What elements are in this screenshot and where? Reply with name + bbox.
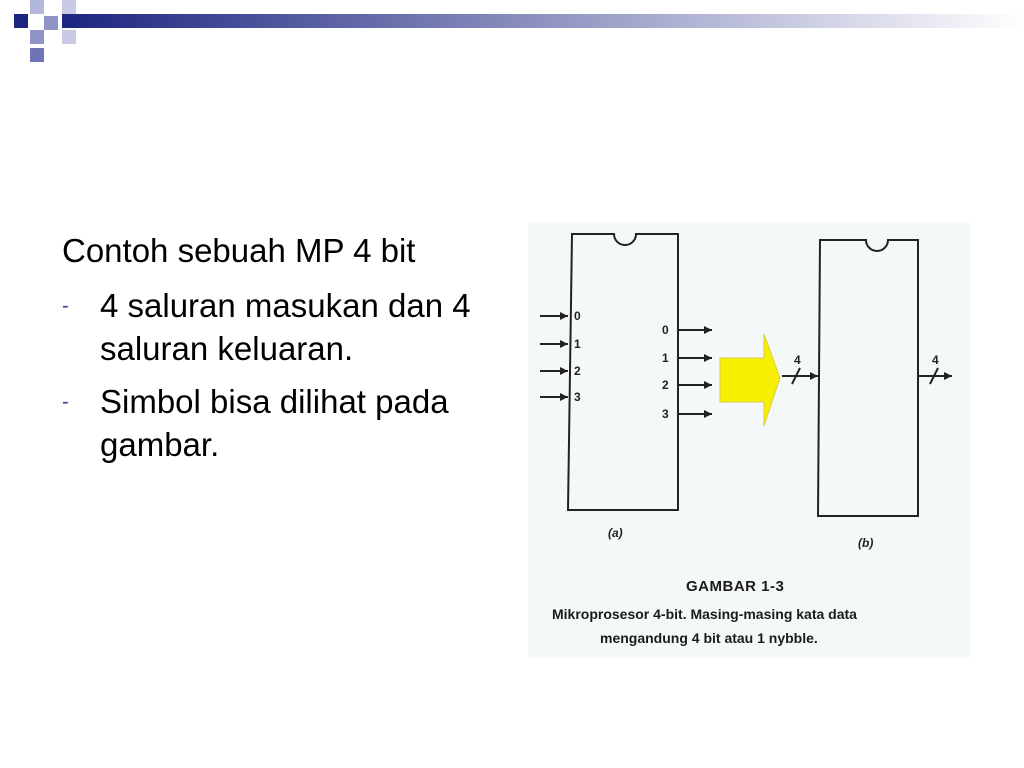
slide-heading: Contoh sebuah MP 4 bit: [62, 232, 416, 269]
decor-square: [62, 30, 76, 44]
slide-text: [62, 230, 502, 476]
figure-label-a: (a): [608, 526, 623, 540]
decor-square: [30, 48, 44, 62]
output-pin-label: 0: [662, 323, 669, 337]
input-pin-label: 1: [574, 337, 581, 351]
decor-square: [44, 16, 58, 30]
header-gradient-bar: [62, 14, 1024, 28]
figure-caption-title: GAMBAR 1-3: [686, 578, 785, 595]
bullet-marker: -: [62, 294, 69, 317]
bullet-text: Simbol bisa dilihat pada gambar.: [100, 382, 449, 463]
decor-square: [30, 30, 44, 44]
bus-in-label: 4: [794, 353, 801, 367]
bus-out-label: 4: [932, 353, 939, 367]
figure-caption-line: mengandung 4 bit atau 1 nybble.: [600, 630, 818, 646]
decor-square: [30, 0, 44, 14]
bullet-marker: -: [62, 390, 69, 413]
decor-square: [14, 14, 28, 28]
header-decoration: [0, 0, 1024, 70]
chip-a-outline: [568, 234, 678, 510]
figure-label-b: (b): [858, 536, 874, 550]
input-pin-label: 0: [574, 309, 581, 323]
microprocessor-figure: [528, 222, 970, 658]
figure-caption-line: Mikroprosesor 4-bit. Masing-masing kata data: [552, 606, 857, 622]
output-pin-label: 1: [662, 351, 669, 365]
input-pin-label: 3: [574, 390, 581, 404]
bullet-item: [62, 285, 502, 371]
yellow-arrow: [720, 334, 780, 426]
input-pin-label: 2: [574, 364, 581, 378]
output-pin-label: 3: [662, 407, 669, 421]
output-pin-label: 2: [662, 378, 669, 392]
chip-b-outline: [818, 240, 918, 516]
bullet-text: 4 saluran masukan dan 4 saluran keluaran.: [100, 286, 471, 367]
decor-square: [62, 0, 76, 14]
bullet-item: [62, 381, 502, 467]
